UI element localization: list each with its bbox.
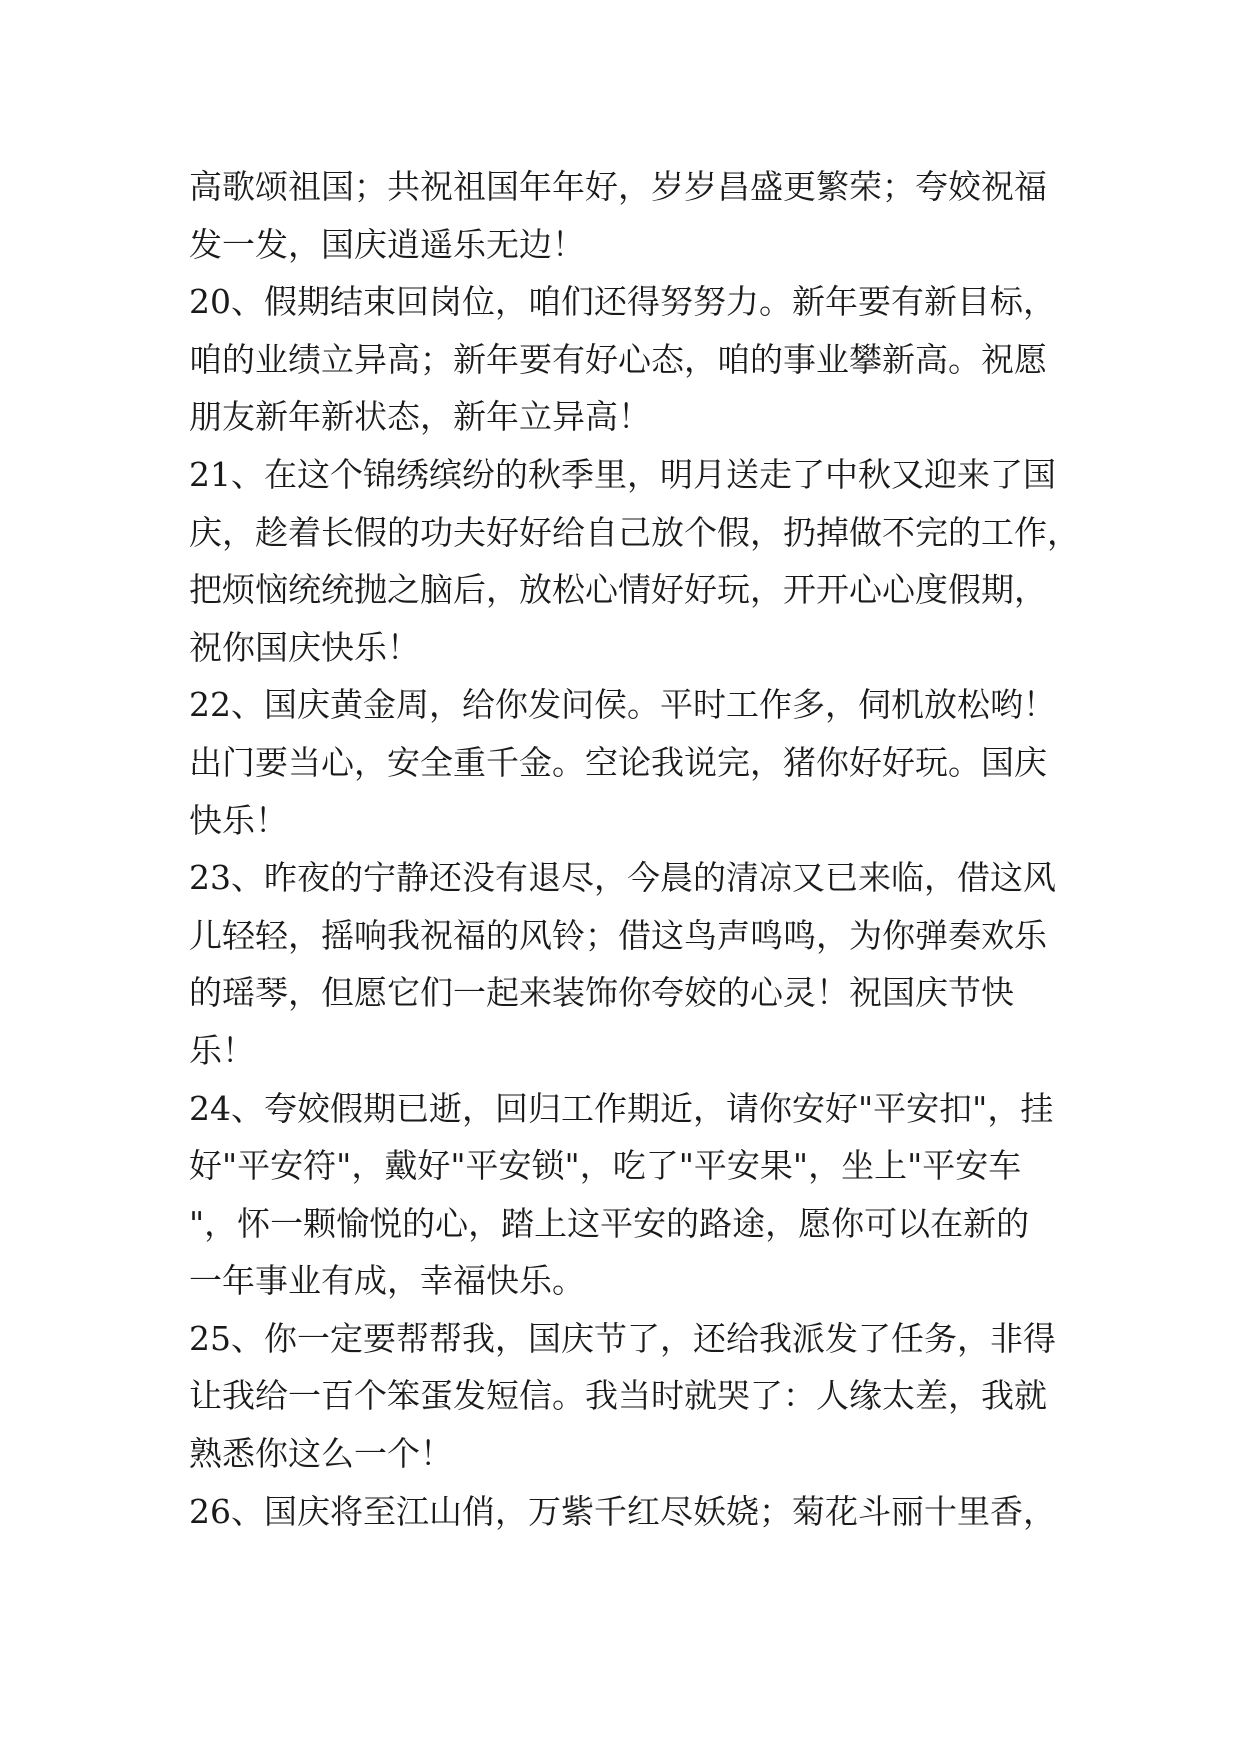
text-line: 的瑶琴，但愿它们一起来装饰你夸姣的心灵！祝国庆节快: [189, 973, 1014, 1013]
text-line: 发一发，国庆逍遥乐无边！: [189, 224, 585, 264]
text-line: 快乐！: [189, 800, 288, 840]
text-line: 22、国庆黄金周，给你发问侯。平时工作多，伺机放松哟！: [189, 685, 1056, 725]
text-line: 儿轻轻，摇响我祝福的风铃；借这鸟声鸣鸣，为你弹奏欢乐: [189, 915, 1047, 955]
text-line: 26、国庆将至江山俏，万紫千红尽妖娆；菊花斗丽十里香，: [189, 1491, 1056, 1531]
text-line: 出门要当心，安全重千金。空论我说完，猪你好好玩。国庆: [189, 742, 1047, 782]
document-body-text: [189, 158, 1080, 1540]
text-line: "，怀一颗愉悦的心，踏上这平安的路途，愿你可以在新的: [189, 1203, 1030, 1243]
text-line: 24、夸姣假期已逝，回归工作期近，请你安好"平安扣"，挂: [189, 1088, 1054, 1128]
text-line: 咱的业绩立异高；新年要有好心态，咱的事业攀新高。祝愿: [189, 339, 1047, 379]
text-line: 高歌颂祖国；共祝祖国年年好，岁岁昌盛更繁荣；夸姣祝福: [189, 167, 1047, 206]
text-line: 朋友新年新状态，新年立异高！: [189, 397, 651, 437]
text-line: 一年事业有成，幸福快乐。: [189, 1261, 585, 1301]
text-line: 20、假期结束回岗位，咱们还得努努力。新年要有新目标，: [189, 282, 1056, 322]
text-line: 25、你一定要帮帮我，国庆节了，还给我派发了任务，非得: [189, 1318, 1056, 1358]
text-line: 23、昨夜的宁静还没有退尽，今晨的清凉又已来临，借这风: [189, 858, 1056, 898]
text-line: 乐！: [189, 1030, 255, 1070]
text-line: 祝你国庆快乐！: [189, 627, 420, 667]
text-line: 庆，趁着长假的功夫好好给自己放个假，扔掉做不完的工作，: [189, 512, 1080, 552]
text-line: 好"平安符"，戴好"平安锁"，吃了"平安果"，坐上"平安车: [189, 1146, 1022, 1186]
text-line: 熟悉你这么一个！: [189, 1434, 453, 1474]
text-line: 让我给一百个笨蛋发短信。我当时就哭了：人缘太差，我就: [189, 1376, 1047, 1416]
text-line: 21、在这个锦绣缤纷的秋季里，明月送走了中秋又迎来了国: [189, 454, 1056, 494]
text-line: 把烦恼统统抛之脑后，放松心情好好玩，开开心心度假期，: [189, 570, 1047, 610]
